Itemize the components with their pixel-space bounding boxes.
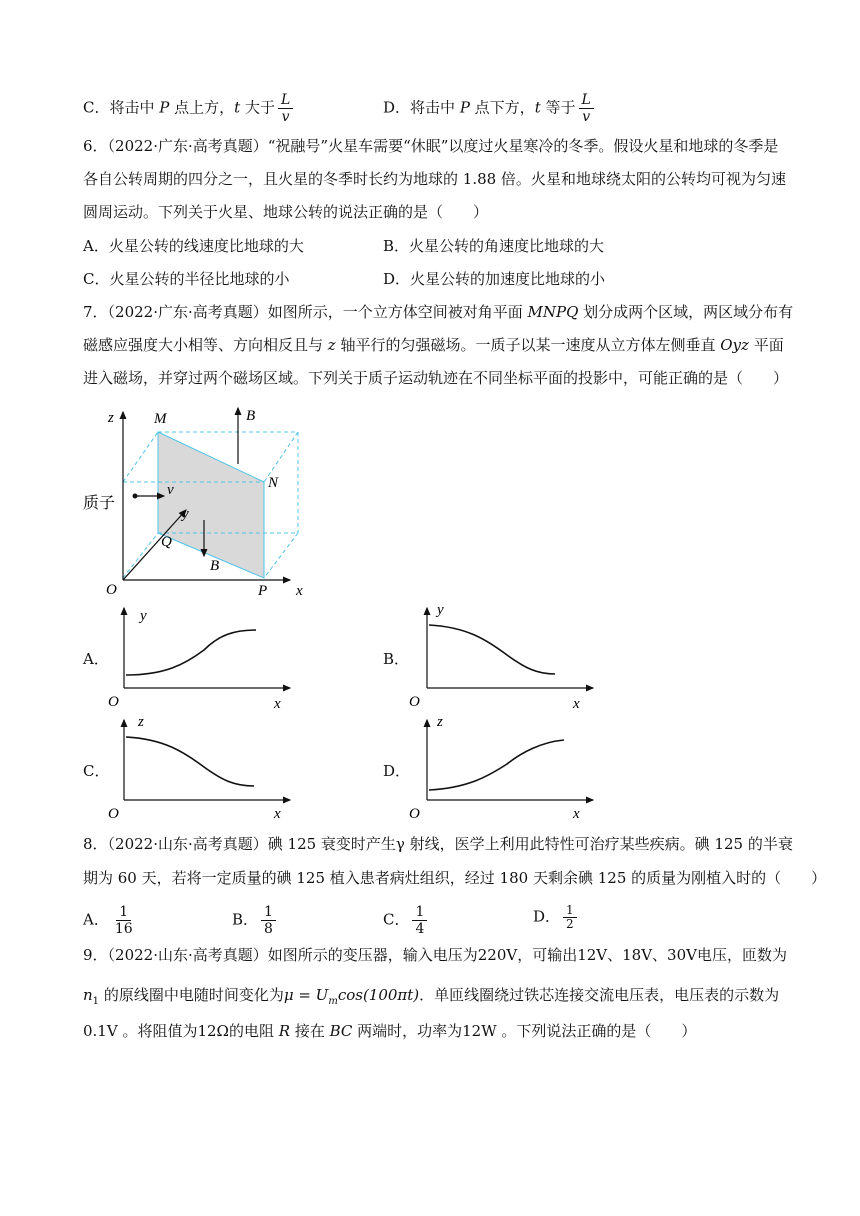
fraction: $\frac{1}{16}$	[114, 904, 133, 937]
svg-text:x: x	[274, 806, 281, 822]
var-t: t	[234, 98, 241, 117]
q6-stem-line3: 圆周运动。下列关于火星、地球公转的说法正确的是（ ）	[83, 203, 489, 221]
svg-text:z: z	[138, 714, 144, 730]
point-p: P	[159, 98, 170, 117]
q7-option-c-label[interactable]: C．	[83, 762, 110, 780]
proton-dot	[133, 494, 138, 499]
svg-text:O: O	[409, 694, 420, 710]
svg-text:O: O	[409, 806, 420, 822]
fraction-l-over-v: $\frac{L}{v}$	[579, 92, 594, 125]
q5-option-c[interactable]	[83, 92, 296, 125]
trajectory-curve	[429, 740, 564, 790]
option-text: 点下方，	[469, 98, 535, 117]
option-text: 等于	[540, 98, 576, 117]
fraction-l-over-v: $\frac{L}{v}$	[278, 92, 293, 125]
q8-option-d[interactable]: D． $\frac{1}{2}$	[533, 904, 580, 931]
option-label: C．	[83, 98, 110, 117]
var-t: t	[534, 98, 541, 117]
label-v: v	[167, 482, 174, 498]
label-b-top: B	[246, 408, 256, 424]
option-text: 大于	[240, 98, 275, 117]
svg-text:y: y	[140, 608, 147, 624]
q9-stem-line3: 0.1V 。将阻值为12Ω的电阻 R 接在 BC 两端时，功率为12W 。下列说法正确的是（ ）	[83, 1022, 697, 1040]
q6-stem-line1: 6．（2022·广东·高考真题）“祝融号”火星车需要“休眠”以度过火星寒冷的冬季。假设火星和地球的冬季是	[83, 137, 779, 155]
q7-option-b-label[interactable]: B．	[383, 650, 410, 668]
q5-option-d[interactable]	[383, 92, 597, 125]
trajectory-curve	[126, 737, 254, 786]
q8-option-b[interactable]: B． $\frac{1}{8}$	[232, 904, 279, 937]
point-p: P	[459, 98, 470, 117]
q7-option-b-graph[interactable]	[407, 600, 607, 712]
q7-stem-line2: 磁感应强度大小相等、方向相反且与 z 轴平行的匀强磁场。一质子以某一速度从立方体左侧垂直 Oyz 平面	[83, 336, 784, 354]
q7-option-a-label[interactable]: A．	[83, 650, 109, 668]
label-y: y	[182, 506, 189, 522]
fraction: $\frac{1}{4}$	[412, 904, 427, 937]
trajectory-curve	[429, 625, 555, 674]
q8-stem-line1: 8．（2022·山东·高考真题）碘 125 衰变时产生γ 射线，医学上利用此特性可治疗某些疾病。碘 125 的半衰	[83, 835, 793, 853]
option-label: D．	[383, 98, 411, 117]
svg-text:x: x	[274, 696, 281, 712]
q7-cube-figure	[78, 398, 318, 603]
svg-text:x: x	[573, 806, 580, 822]
svg-text:z: z	[437, 714, 443, 730]
label-n: N	[268, 475, 279, 491]
svg-text:O: O	[108, 806, 119, 822]
q7-stem-line1: 7．（2022·广东·高考真题）如图所示，一个立方体空间被对角平面 MNPQ 划分成两个区域，两区域分布有	[83, 303, 794, 321]
q6-option-a[interactable]: A．火星公转的线速度比地球的大	[83, 237, 304, 255]
option-text: 点上方，	[169, 98, 235, 117]
label-b-bottom: B	[210, 558, 220, 574]
option-text: 将击中	[109, 98, 160, 117]
q8-stem-line2: 期为 60 天，若将一定质量的碘 125 植入患者病灶组织，经过 180 天剩余碘 125 的质量为刚植入时的（ ）	[83, 869, 827, 887]
q7-option-a-graph[interactable]	[104, 600, 304, 712]
label-z: z	[108, 410, 114, 426]
option-text: 将击中	[410, 98, 460, 117]
label-q: Q	[161, 534, 172, 550]
q6-option-b[interactable]: B．火星公转的角速度比地球的大	[383, 237, 605, 255]
q8-option-c[interactable]: C． $\frac{1}{4}$	[383, 904, 430, 937]
trajectory-curve	[126, 630, 256, 675]
voltage-formula: $\mu = U_m\cos(100\pi t)$	[283, 986, 420, 1007]
q7-option-c-graph[interactable]	[104, 712, 304, 824]
mnpq-plane	[158, 432, 264, 578]
q7-option-d-graph[interactable]	[407, 712, 607, 824]
q6-stem-line2: 各自公转周期的四分之一，且火星的冬季时长约为地球的 1.88 倍。火星和地球绕太阳的公转均可视为匀速	[83, 170, 786, 188]
svg-text:y: y	[437, 602, 444, 618]
svg-text:O: O	[108, 694, 119, 710]
fraction: $\frac{1}{8}$	[261, 904, 276, 937]
q9-stem-line2: $n_1$ 的原线圈中电随时间变化为$\mu = U_m\cos(100\pi t)$．单匝线圈绕过铁芯连接交流电压表，电压表的示数为	[83, 986, 780, 1007]
label-m: M	[154, 411, 167, 427]
q7-option-d-label[interactable]: D．	[383, 762, 411, 780]
label-o: O	[106, 582, 117, 598]
q8-option-a[interactable]: A． $\frac{1}{16}$	[83, 904, 139, 937]
q9-stem-line1: 9．（2022·山东·高考真题）如图所示的变压器，输入电压为220V，可输出12V、18V、30V电压，匝数为	[83, 946, 787, 964]
fraction: $\frac{1}{2}$	[563, 904, 577, 931]
label-p: P	[258, 583, 268, 599]
q6-option-d[interactable]: D．火星公转的加速度比地球的小	[383, 270, 606, 288]
svg-text:x: x	[573, 696, 580, 712]
label-proton: 质子	[83, 495, 116, 512]
y-axis	[123, 510, 186, 580]
q6-option-c[interactable]: C．火星公转的半径比地球的小	[83, 270, 290, 288]
q7-stem-line3: 进入磁场，并穿过两个磁场区域。下列关于质子运动轨迹在不同坐标平面的投影中，可能正确的是（ ）	[83, 369, 789, 387]
label-x: x	[296, 583, 303, 599]
